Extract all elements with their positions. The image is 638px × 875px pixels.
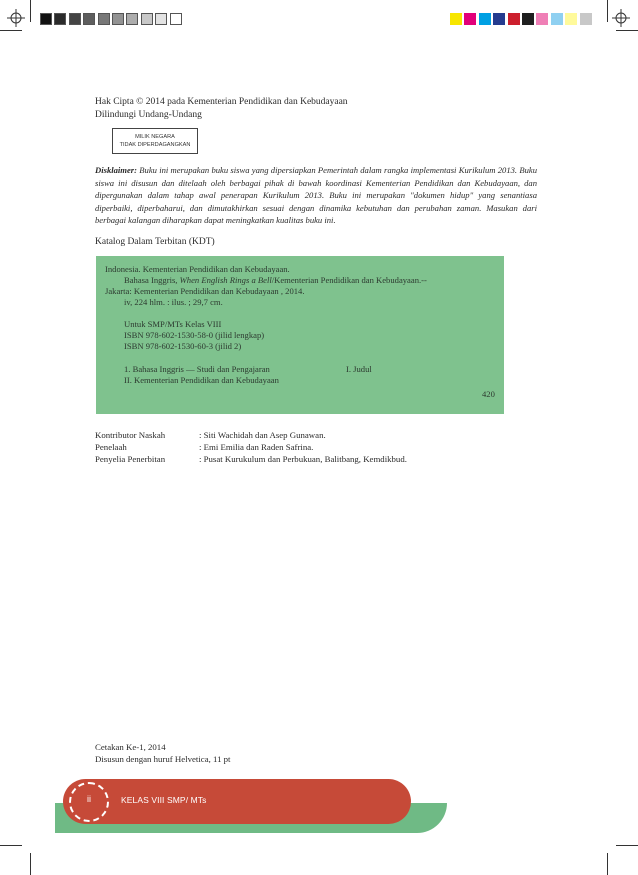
color-swatch	[522, 13, 534, 25]
gray-swatch	[112, 13, 124, 25]
kdt-heading: Katalog Dalam Terbitan (KDT)	[95, 237, 215, 247]
registration-mark-icon	[612, 9, 630, 27]
gray-swatch	[141, 13, 153, 25]
color-swatch	[580, 13, 592, 25]
color-swatch	[536, 13, 548, 25]
disclaimer-label: Disklaimer:	[95, 165, 138, 175]
kdt-line-2-post: /Kementerian Pendidikan dan Kebudayaan.--	[271, 275, 427, 285]
protected-line: Dilindungi Undang-Undang	[95, 110, 202, 120]
kdt-line-1: Indonesia. Kementerian Pendidikan dan Kebudayaan.	[105, 264, 290, 274]
kdt-catalog-box	[96, 256, 504, 414]
state-property-stamp	[112, 128, 198, 154]
edition-line: Cetakan Ke-1, 2014	[95, 742, 166, 752]
page-number: ii	[87, 794, 91, 804]
contributor-names: : Pusat Kurukulum dan Perbukuan, Balitbang, Kemdikbud.	[199, 454, 407, 464]
color-swatch	[565, 13, 577, 25]
kdt-line-6: ISBN 978-602-1530-58-0 (jilid lengkap)	[124, 330, 265, 340]
disclaimer-paragraph	[95, 164, 537, 227]
contributor-names: : Emi Emilia dan Raden Safrina.	[199, 442, 314, 452]
color-swatch	[508, 13, 520, 25]
contributor-names: : Siti Wachidah dan Asep Gunawan.	[199, 430, 326, 440]
contributor-role: Penelaah	[95, 442, 127, 452]
kdt-book-title: When English Rings a Bell	[179, 275, 272, 285]
kdt-line-7: ISBN 978-602-1530-60-3 (jilid 2)	[124, 341, 242, 351]
kdt-line-5: Untuk SMP/MTs Kelas VIII	[124, 319, 222, 329]
color-swatch	[464, 13, 476, 25]
kdt-line-8b: I. Judul	[346, 364, 372, 374]
color-swatch	[479, 13, 491, 25]
typeface-line: Disusun dengan huruf Helvetica, 11 pt	[95, 754, 231, 764]
color-swatch	[493, 13, 505, 25]
copyright-line: Hak Cipta © 2014 pada Kementerian Pendidikan dan Kebudayaan	[95, 97, 348, 107]
kdt-line-2	[124, 275, 427, 286]
gray-swatch	[170, 13, 182, 25]
gray-swatch	[155, 13, 167, 25]
disclaimer-text: Buku ini merupakan buku siswa yang dipersiapkan Pemerintah dalam rangka implementasi Kurikulum 2013. Buku siswa ini disusun dan ditelaah oleh berbagai pihak di bawah koordinasi Kementerian Pendidikan dan Kebudayaan, dan dipergunakan dalam tahap awal penerapan Kurikulum 2013. Buku ini merupakan "dokumen hidup" yang senantiasa diperbaiki, diperbaharui, dan dimutakhirkan sesuai dengan dinamika kebutuhan dan perubahan zaman. Masukan dari berbagai kalangan diharapkan dapat meningkatkan kualitas buku ini.	[95, 165, 537, 226]
kdt-line-9: II. Kementerian Pendidikan dan Kebudayaan	[124, 375, 279, 385]
footer-class-label: KELAS VIII SMP/ MTs	[121, 795, 207, 805]
gray-swatch	[126, 13, 138, 25]
gray-swatch	[40, 13, 52, 25]
contributor-role: Kontributor Naskah	[95, 430, 166, 440]
kdt-line-4: iv, 224 hlm. : ilus. ; 29,7 cm.	[124, 297, 223, 307]
print-info	[95, 741, 231, 765]
gray-swatch	[83, 13, 95, 25]
stamp-line-1: MILIK NEGARA	[135, 134, 175, 140]
kdt-number: 420	[482, 389, 495, 399]
gray-swatch	[98, 13, 110, 25]
footer-red-band	[63, 779, 411, 824]
stamp-line-2: TIDAK DIPERDAGANGKAN	[119, 142, 191, 148]
contributor-role: Penyelia Penerbitan	[95, 454, 166, 464]
copyright-notice	[95, 96, 348, 122]
gray-swatch	[54, 13, 66, 25]
color-swatch	[551, 13, 563, 25]
color-swatch	[450, 13, 462, 25]
kdt-line-2-pre: Bahasa Inggris,	[124, 275, 180, 285]
registration-mark-icon	[7, 9, 25, 27]
gray-swatch	[69, 13, 81, 25]
kdt-line-8a: 1. Bahasa Inggris — Studi dan Pengajaran	[124, 364, 270, 374]
kdt-line-3: Jakarta: Kementerian Pendidikan dan Kebudayaan , 2014.	[105, 286, 305, 296]
